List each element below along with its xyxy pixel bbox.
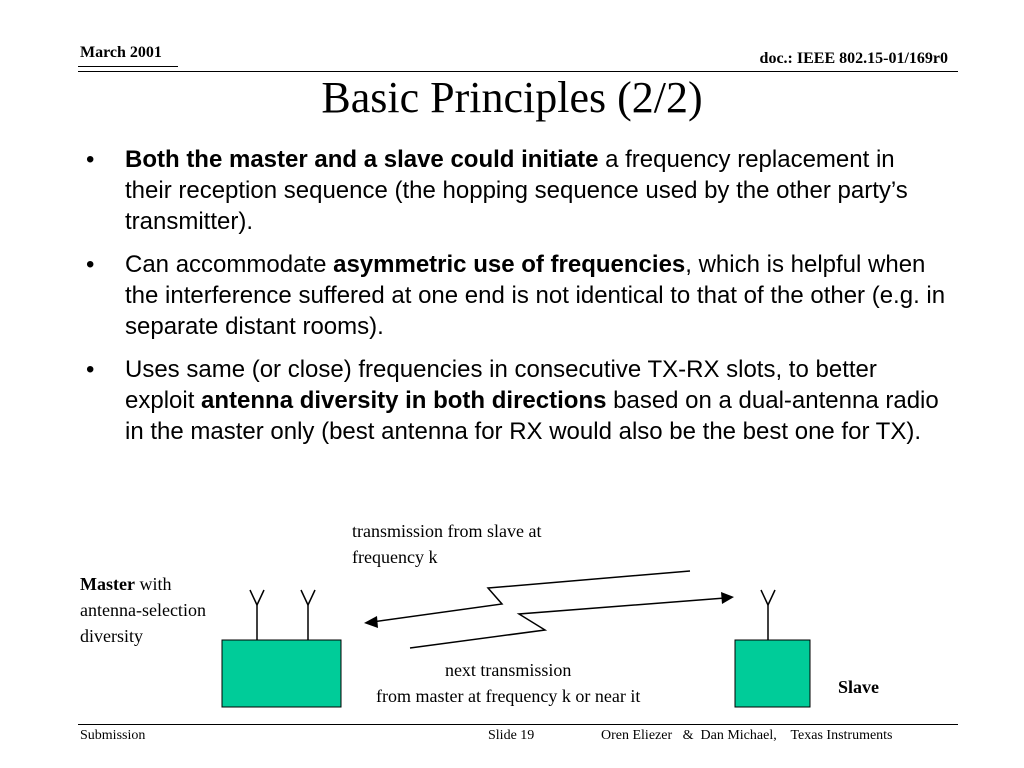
- caption-line: next transmission: [444, 660, 572, 680]
- header-doc-id: doc.: IEEE 802.15-01/169r0: [759, 50, 948, 67]
- header-date: March 2001: [80, 44, 162, 61]
- bullet-text: based on a dual-antenna radio in the master only (best antenna for RX would also be the best one for TX).: [125, 387, 939, 445]
- footer-authors: Oren Eliezer & Dan Michael, Texas Instruments: [601, 728, 893, 743]
- bullet-item: [86, 144, 946, 237]
- footer-slide-number: Slide 19: [488, 728, 535, 743]
- bullet-text: , which is helpful when the interference suffered at one end is not identical to that of the other (e.g. in separate distant rooms).: [125, 251, 946, 340]
- next-transmission-caption: [376, 657, 640, 709]
- bullet-text: Uses same (or close) frequencies in consecutive TX-RX slots, to better exploit: [125, 356, 877, 414]
- master-to-slave-arrow: [410, 598, 725, 648]
- slide-title: Basic Principles (2/2): [321, 73, 703, 122]
- bullet-bold: asymmetric use of frequencies: [333, 251, 686, 278]
- header-date-underline: [78, 66, 178, 67]
- caption-line: transmission from slave at: [352, 521, 542, 541]
- bullet-list: [86, 144, 946, 459]
- master-antenna-2-icon: [301, 590, 315, 640]
- bullet-dot-icon: •: [86, 251, 95, 278]
- caption-line: with: [134, 574, 172, 594]
- caption-line: from master at frequency k or near it: [376, 686, 641, 706]
- slave-transmission-caption: [352, 518, 541, 570]
- bullet-dot-icon: •: [86, 146, 95, 173]
- master-label: Master: [80, 574, 135, 594]
- footer-rule: [78, 724, 958, 725]
- slave-to-master-arrowhead-icon: [364, 616, 378, 628]
- bullet-text: Can accommodate: [125, 251, 334, 278]
- master-to-slave-arrowhead-icon: [721, 592, 734, 604]
- caption-line: antenna-selection: [80, 600, 206, 620]
- caption-line: frequency k: [352, 547, 438, 567]
- bullet-bold: antenna diversity in both directions: [201, 387, 607, 414]
- slave-label: Slave: [838, 677, 880, 697]
- master-caption: [80, 571, 206, 649]
- bullet-item: [86, 249, 946, 342]
- bullet-bold: Both the master and a slave could initiate: [125, 146, 599, 173]
- slave-to-master-arrow: [372, 571, 690, 622]
- bullet-text: a frequency replacement in their reception sequence (the hopping sequence used by the other party’s transmitter).: [125, 146, 908, 235]
- master-box: [222, 640, 341, 707]
- footer-submission: Submission: [80, 728, 146, 743]
- caption-line: diversity: [80, 626, 143, 646]
- slave-box: [735, 640, 810, 707]
- bullet-dot-icon: •: [86, 356, 95, 383]
- slave-antenna-icon: [761, 590, 775, 640]
- bullet-item: [86, 354, 946, 447]
- master-antenna-1-icon: [250, 590, 264, 640]
